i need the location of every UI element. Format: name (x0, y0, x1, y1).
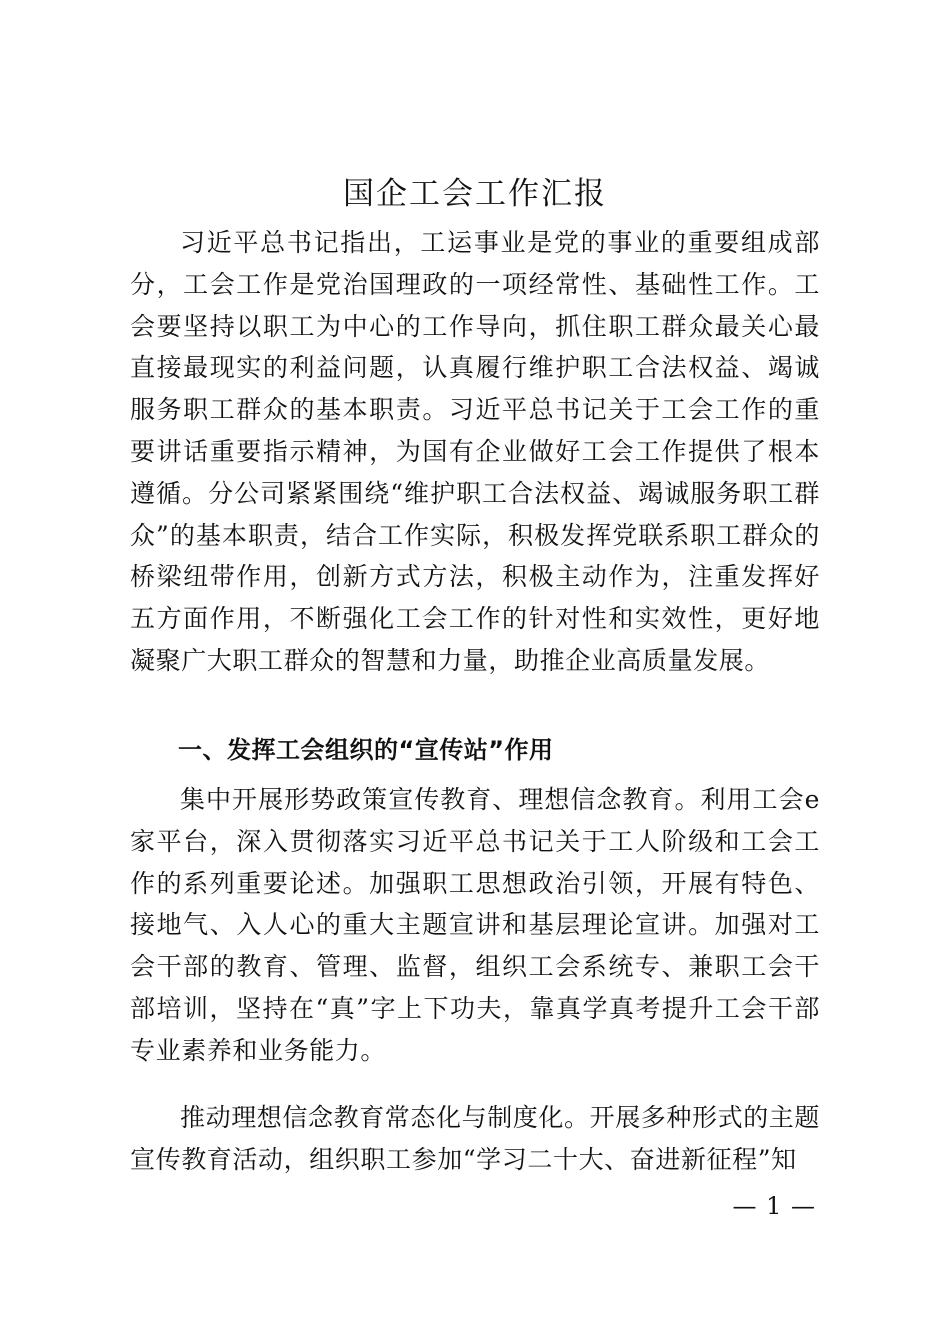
page-number: — 1 — (732, 1192, 816, 1220)
section-heading: 一、发挥工会组织的“宣传站”作用 (178, 736, 554, 764)
section-paragraph-2: 推动理想信念教育常态化与制度化。开展多种形式的主题宣传教育活动，组织职工参加“学习二十大、奋进新征程”知 (130, 1103, 821, 1174)
section-paragraph-1: 集中开展形势政策宣传教育、理想信念教育。利用工会e家平台，深入贯彻落实习近平总书记关于工人阶级和工会工作的系列重要论述。加强职工思想政治引领，开展有特色、接地气、入人心的重大主题宣讲和基层理论宣讲。加强对工会干部的教育、管理、监督，组织工会系统专、兼职工会干部培训，坚持在“真”字上下功夫，靠真学真考提升工会干部专业素养和业务能力。 (130, 785, 820, 1065)
intro-paragraph: 习近平总书记指出，工运事业是党的事业的重要组成部分，工会工作是党治国理政的一项经常性、基础性工作。工会要坚持以职工为中心的工作导向，抓住职工群众最关心最直接最现实的利益问题，认真履行维护职工合法权益、竭诚服务职工群众的基本职责。习近平总书记关于工会工作的重要讲话重要指示精神，为国有企业做好工会工作提供了根本遵循。分公司紧紧围绕“维护职工合法权益、竭诚服务职工群众”的基本职责，结合工作实际，积极发挥党联系职工群众的桥梁纽带作用，创新方式方法，积极主动作为，注重发挥好五方面作用，不断强化工会工作的针对性和实效性，更好地凝聚广大职工群众的智慧和力量，助推企业高质量发展。 (130, 228, 820, 675)
document-title: 国企工会工作汇报 (343, 176, 607, 212)
